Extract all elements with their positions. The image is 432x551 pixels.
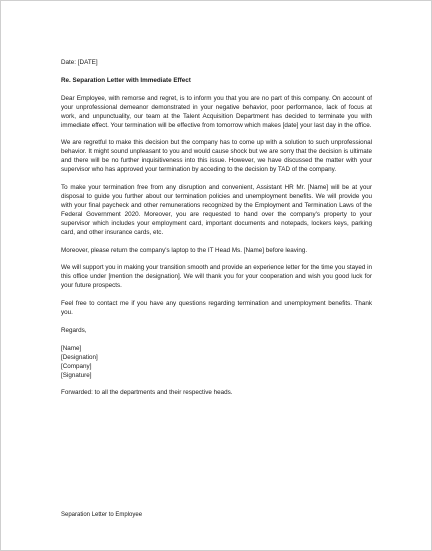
signature-block xyxy=(61,345,372,381)
letter-paragraph-1: Dear Employee, with remorse and regret, is to inform you that you are no part of this company. On account of your unprofessional demeanor demonstrated in your negative behavior, poor performance, lack of focus at work, and unpunctuality, our team at the Talent Acquisition Department has decided to terminate you with immediate effect. Your termination will be effective from tomorrow which makes [date] your last day in the office. xyxy=(61,94,372,129)
page-footer: Separation Letter to Employee xyxy=(61,512,143,518)
signature-name: [Name] xyxy=(61,344,82,352)
letter-paragraph-4: Moreover, please return the company's laptop to the IT Head Ms. [Name] before leaving. xyxy=(61,246,308,254)
letter-paragraph-6: Feel free to contact me if you have any questions regarding termination and unemployment benefits. Thank you. xyxy=(61,300,372,317)
letter-date: Date: [DATE] xyxy=(61,59,98,66)
signature-designation: [Designation] xyxy=(61,353,98,361)
letter-subject: Re. Separation Letter with Immediate Effect xyxy=(61,76,191,84)
signature-company: [Company] xyxy=(61,362,92,370)
letter-paragraph-5: We will support you in making your transition smooth and provide an experience letter for the time you stayed in this office under [mention the designation]. We will thank you for your cooperation and wish you good luck for your future prospects. xyxy=(61,264,372,290)
letter-paragraph-2: We are regretful to make this decision but the company has to come up with a solution to such unprofessional behavior. It might sound unpleasant to you and would cause shock but we are sorry that the decision is ultimate and there will be no further inquisitiveness into this issue. However, we have discussed the matter with your supervisor who has approved your termination by acceding to the decision by TAD of the company. xyxy=(61,139,372,174)
letter-body xyxy=(61,59,372,407)
letter-paragraph-3: To make your termination free from any disruption and convenient, Assistant HR Mr. [Name] will be at your disposal to guide you further about our termination policies and unemployment benefits. We will provide you with your final paycheck and other remunerations recognized by the Employment and Termination Laws of the Federal Government 2020. Moreover, you are requested to hand over the company's property to your supervisor which includes your employment card, important documents and notepads, lockers keys, parking card, and other insurance cards, etc. xyxy=(61,184,372,236)
forwarded-note: Forwarded: to all the departments and their respective heads. xyxy=(61,389,233,397)
signature-signature: [Signature] xyxy=(61,371,92,379)
letter-closing: Regards, xyxy=(61,326,87,334)
